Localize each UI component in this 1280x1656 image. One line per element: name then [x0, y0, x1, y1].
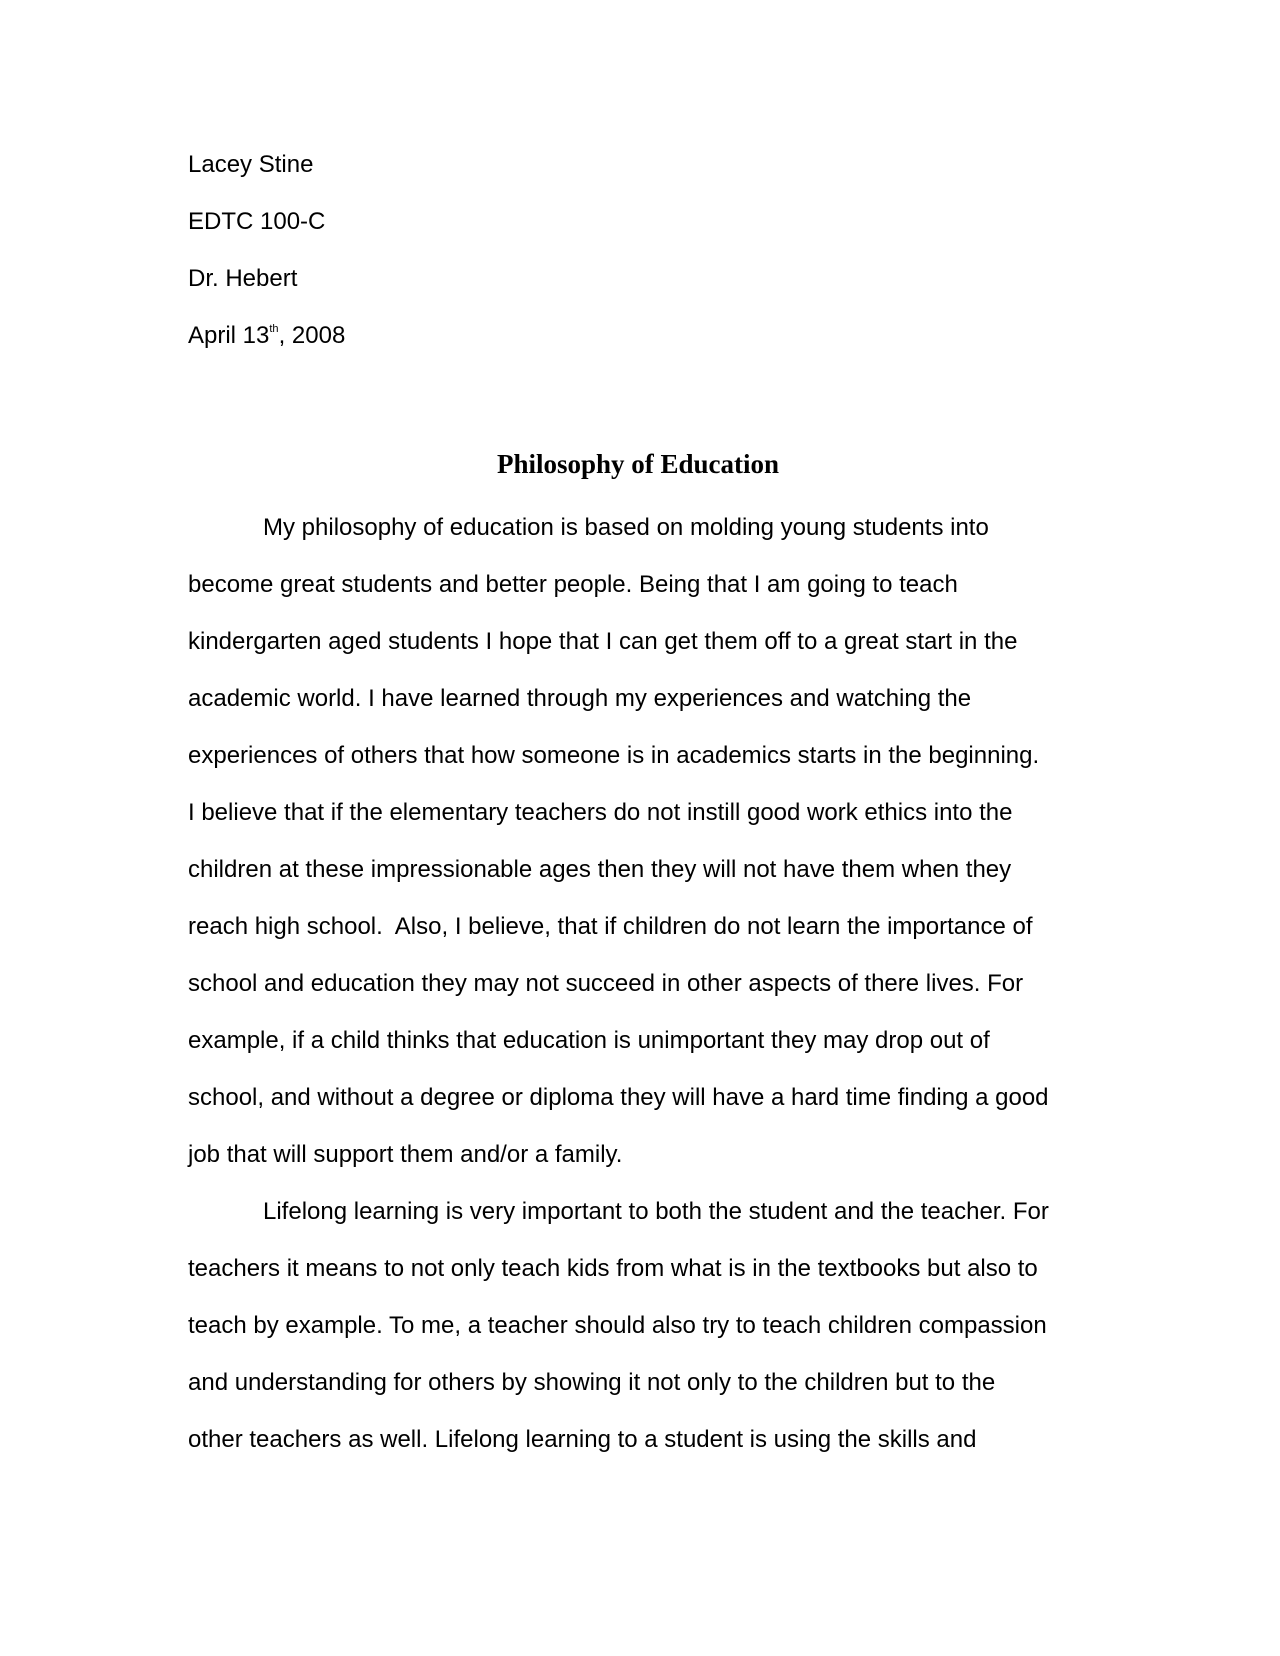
- date-line: [188, 321, 345, 355]
- paragraph-1-line-11: school, and without a degree or diploma they will have a hard time finding a good: [188, 1084, 1049, 1111]
- paragraph-1-line-9: school and education they may not succeed in other aspects of there lives. For: [188, 970, 1024, 997]
- paragraph-1-line-12: job that will support them and/or a family.: [188, 1141, 623, 1168]
- instructor-name: Dr. Hebert: [188, 265, 298, 292]
- paragraph-1-line-5: experiences of others that how someone is in academics starts in the beginning.: [188, 742, 1040, 769]
- course-code: EDTC 100-C: [188, 208, 326, 235]
- paragraph-1-line-1: My philosophy of education is based on molding young students into: [263, 514, 989, 541]
- paragraph-1-line-7: children at these impressionable ages then they will not have them when they: [188, 856, 1012, 883]
- paragraph-1-line-2: become great students and better people. Being that I am going to teach: [188, 571, 958, 598]
- essay-title: Philosophy of Education: [496, 449, 780, 479]
- date-prefix: April 13: [188, 322, 270, 349]
- date-ordinal-suffix: th: [269, 323, 279, 335]
- paragraph-2-line-1: Lifelong learning is very important to both the student and the teacher. For: [263, 1198, 1049, 1225]
- paragraph-2-line-5: other teachers as well. Lifelong learning to a student is using the skills and: [188, 1426, 977, 1453]
- date-rest: , 2008: [278, 322, 346, 349]
- paragraph-1-line-8: reach high school. Also, I believe, that if children do not learn the importance of: [188, 913, 1033, 940]
- author-name: Lacey Stine: [188, 151, 314, 178]
- paragraph-2-line-4: and understanding for others by showing it not only to the children but to the: [188, 1369, 996, 1396]
- paragraph-1-line-4: academic world. I have learned through my experiences and watching the: [188, 685, 972, 712]
- paragraph-2-line-3: teach by example. To me, a teacher should also try to teach children compassion: [188, 1312, 1047, 1339]
- paragraph-1-line-6: I believe that if the elementary teachers do not instill good work ethics into the: [188, 799, 1013, 826]
- paragraph-1-line-10: example, if a child thinks that education is unimportant they may drop out of: [188, 1027, 990, 1054]
- paragraph-2-line-2: teachers it means to not only teach kids from what is in the textbooks but also to: [188, 1255, 1038, 1282]
- paragraph-1-line-3: kindergarten aged students I hope that I can get them off to a great start in the: [188, 628, 1018, 655]
